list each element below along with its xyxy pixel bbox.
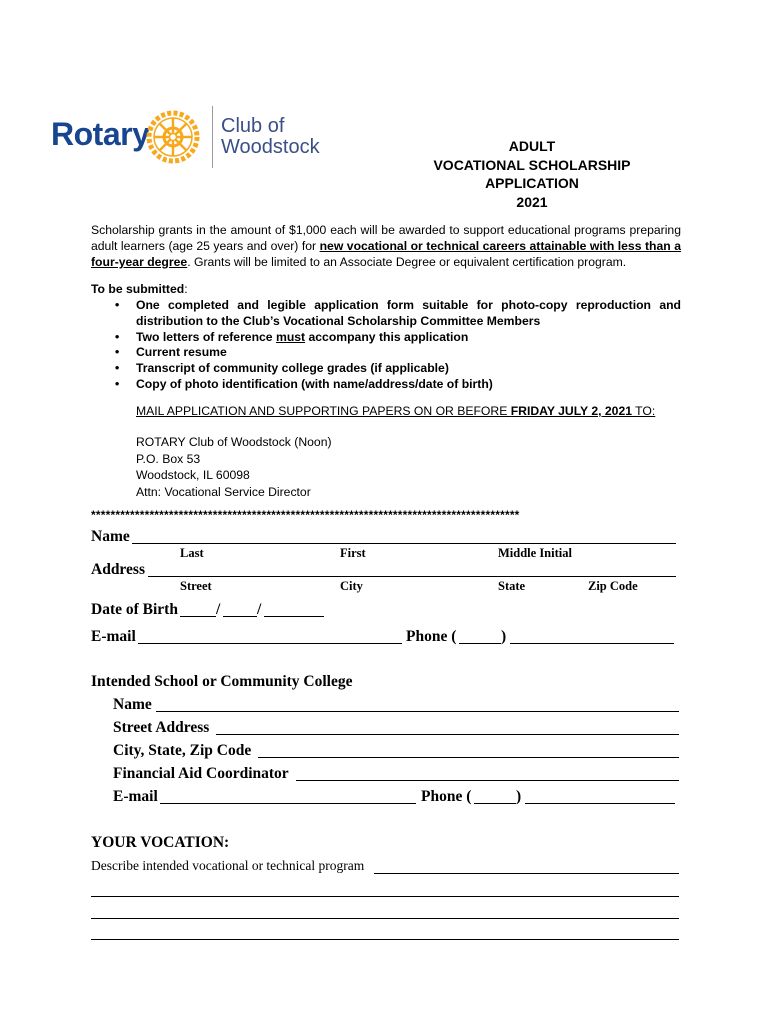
address-label: Address	[91, 561, 145, 578]
address-input-line[interactable]	[148, 576, 676, 577]
address-sub-city: City	[340, 579, 363, 593]
title-line1: ADULT	[508, 138, 556, 154]
address-line: Woodstock, IL 60098	[136, 468, 250, 482]
submission-list	[91, 298, 681, 393]
submission-item-text: Copy of photo identification (with name/address/date of birth)	[136, 376, 493, 391]
school-phone-number-input[interactable]	[525, 803, 675, 804]
list-item	[91, 361, 681, 377]
dob-day-input[interactable]	[223, 616, 257, 617]
describe-program-input-line[interactable]	[374, 873, 679, 874]
school-heading: Intended School or Community College	[91, 673, 353, 690]
financial-aid-input-line[interactable]	[296, 780, 679, 781]
list-item	[91, 330, 681, 346]
dob-label: Date of Birth	[91, 601, 178, 618]
submission-heading-colon: :	[184, 282, 188, 296]
name-label: Name	[91, 528, 130, 545]
list-item	[91, 345, 681, 361]
mail-deadline: FRIDAY JULY 2, 2021	[510, 404, 633, 418]
financial-aid-label: Financial Aid Coordinator	[113, 765, 289, 782]
school-phone-close-paren: )	[516, 788, 522, 805]
address-line: P.O. Box 53	[136, 451, 201, 466]
submission-item-text: Transcript of community college grades (if applicable)	[136, 361, 449, 376]
phone-label: Phone (	[406, 628, 457, 645]
phone-number-input[interactable]	[510, 643, 674, 644]
title-line2: VOCATIONAL SCHOLARSHIP	[433, 156, 631, 173]
submission-item-text: One completed and legible application form suitable for photo-copy reproduction and distribution to the Club’s Vocational Scholarship Committee Members	[136, 298, 681, 328]
dob-slash: /	[216, 601, 221, 618]
phone-area-code-input[interactable]	[459, 643, 501, 644]
rotary-wordmark: Rotary	[51, 116, 150, 152]
describe-program-input-line[interactable]	[91, 939, 679, 940]
school-city-label: City, State, Zip Code	[113, 742, 252, 759]
school-street-input-line[interactable]	[216, 734, 679, 735]
list-item	[91, 298, 681, 330]
mail-prefix: MAIL APPLICATION AND SUPPORTING PAPERS ON OR BEFORE	[136, 404, 511, 418]
submission-item-text: Current resume	[136, 345, 227, 360]
submission-item-emphasis: must	[275, 329, 306, 344]
mailing-address	[136, 434, 332, 500]
address-sub-zip: Zip Code	[588, 579, 638, 593]
describe-program-label: Describe intended vocational or technical program	[91, 858, 365, 873]
mail-suffix: TO:	[632, 404, 656, 418]
rotary-wheel-icon	[144, 108, 202, 166]
address-line: ROTARY Club of Woodstock (Noon)	[136, 435, 332, 449]
name-input-line[interactable]	[132, 543, 676, 544]
intro-emphasis: new vocational or technical careers attainable with less than a four-year degree	[91, 239, 682, 269]
dob-month-input[interactable]	[180, 616, 216, 617]
club-name	[221, 116, 320, 158]
address-line: Attn: Vocational Service Director	[136, 484, 311, 499]
title-line3: APPLICATION	[485, 175, 579, 191]
name-sub-middle: Middle Initial	[498, 546, 572, 560]
dob-slash: /	[257, 601, 262, 618]
list-item	[91, 377, 681, 393]
club-name-line1: Club of	[221, 115, 285, 137]
school-phone-area-code-input[interactable]	[474, 803, 516, 804]
submission-heading-text: To be submitted	[91, 282, 185, 296]
phone-close-paren: )	[501, 628, 507, 645]
submission-item-text: Two letters of reference	[136, 329, 276, 344]
school-email-label: E-mail	[113, 788, 158, 805]
mail-instruction	[136, 404, 655, 418]
school-name-label: Name	[113, 696, 152, 713]
intro-paragraph	[91, 222, 681, 270]
intro-text-1: Scholarship grants in the amount of $1,000 each will be awarded to support educational programs preparing adult learners (age 25 years and over) for	[91, 223, 681, 253]
submission-item-text: accompany this application	[305, 329, 469, 344]
address-sub-street: Street	[180, 579, 212, 593]
document-title	[420, 137, 644, 211]
submission-heading	[91, 282, 188, 296]
school-phone-label: Phone (	[421, 788, 472, 805]
describe-program-input-line[interactable]	[91, 918, 679, 919]
school-name-input-line[interactable]	[156, 711, 679, 712]
club-name-line2: Woodstock	[221, 136, 320, 158]
school-street-label: Street Address	[113, 719, 210, 736]
logo-divider	[212, 106, 213, 168]
name-sub-first: First	[340, 546, 366, 560]
school-email-input-line[interactable]	[160, 803, 416, 804]
intro-text-2: . Grants will be limited to an Associate Degree or equivalent certification program.	[187, 255, 627, 269]
name-sub-last: Last	[180, 546, 204, 560]
email-input-line[interactable]	[138, 643, 402, 644]
separator-line: ****************************************************************************************	[91, 508, 520, 522]
vocation-heading: YOUR VOCATION:	[91, 834, 230, 851]
email-label: E-mail	[91, 628, 136, 645]
address-sub-state: State	[498, 579, 526, 593]
school-city-input-line[interactable]	[258, 757, 679, 758]
dob-year-input[interactable]	[264, 616, 324, 617]
title-line4: 2021	[516, 193, 548, 210]
describe-program-input-line[interactable]	[91, 896, 679, 897]
